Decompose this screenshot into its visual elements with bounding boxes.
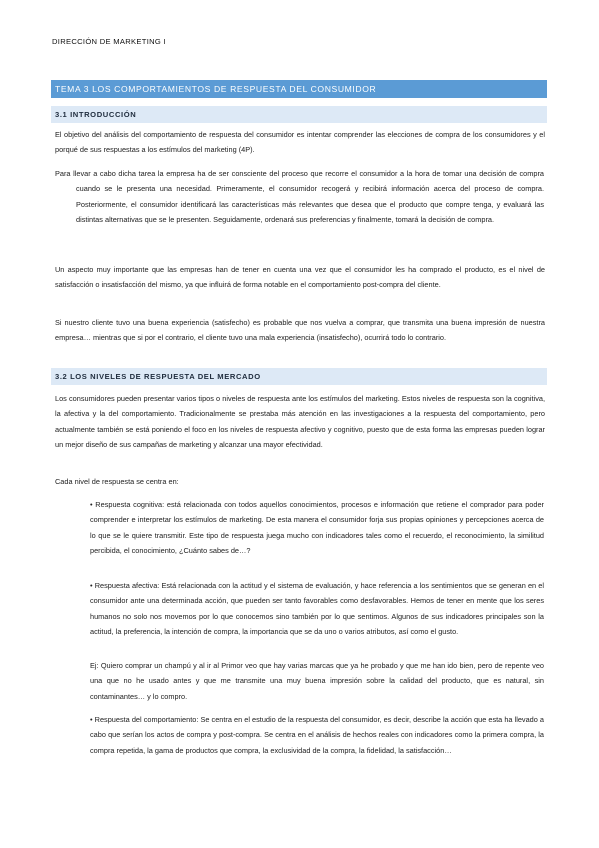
list-item-behavioral-response: • Respuesta del comportamiento: Se centra en el estudio de la respuesta del consumidor, es decir, describe la acción que esta ha llevado a cabo que serían los actos de compra y post-compra. Se centra en el análisis de hechos reales con indicadores como la primera compra, la compra repetida, la gama de productos que compra, la exclusividad de la compra, la fidelidad, la satisfacción… [90,715,544,755]
intro-paragraph-2: Para llevar a cabo dicha tarea la empresa ha de ser consciente del proceso que recorre el consumidor a la hora de tomar una decisión de compra cuando se le presenta una necesidad. Primeramente, el consumidor recogerá y recibirá información acerca del proceso de compra. Posteriormente, el consumidor identificará las características más relevantes que desea que el producto que compre tenga, y evaluará las distintas alternativas que se le presenten. Seguidamente, ordenará sus preferencias y finalmente, tomará la decisión de compra. [55,169,544,225]
intro-paragraph-4: Si nuestro cliente tuvo una buena experiencia (satisfecho) es probable que nos vuelva a comprar, que transmita una buena impresión de nuestra empresa… mientras que si por el contrario, el cliente tuvo una mala experiencia (insatisfecho), ocurrirá todo lo contrario. [55,318,545,343]
example-paragraph: Ej: Quiero comprar un champú y al ir al Primor veo que hay varias marcas que ya he probado y que me han ido bien, pero de repente veo una que no he usado antes y que me transmite una muy buena impresión sobre la calidad del producto, que es natural, sin contaminantes… y lo compro. [90,661,544,701]
section-heading-response-levels: 3.2 LOS NIVELES DE RESPUESTA DEL MERCADO [51,368,547,385]
course-header: DIRECCIÓN DE MARKETING I [52,37,166,46]
intro-paragraph-3: Un aspecto muy importante que las empresas han de tener en cuenta una vez que el consumidor les ha comprado el producto, es el nivel de satisfacción o insatisfacción del mismo, ya que influirá de forma notable en el comportamiento post-compra del cliente. [55,265,545,290]
response-levels-intro: Los consumidores pueden presentar varios tipos o niveles de respuesta ante los estímulos del marketing. Estos niveles de respuesta son la cognitiva, la afectiva y la del comportamiento. Tradicionalmente se prestaba más atención en las investigaciones a la respuesta del comportamiento, pero actualmente también se está poniendo el foco en los niveles de respuesta afectivo y cognitivo, puesto que de esta forma las empresas pueden lograr un mejor diseño de sus campañas de marketing y alcanzar una mayor efectividad. [55,394,545,450]
intro-paragraph-1: El objetivo del análisis del comportamiento de respuesta del consumidor es intentar comprender las elecciones de compra de los consumidores y el porqué de sus respuestas a los estímulos del marketing (4P). [55,130,545,155]
topic-title-banner: TEMA 3 LOS COMPORTAMIENTOS DE RESPUESTA DEL CONSUMIDOR [51,80,547,98]
response-levels-lead: Cada nivel de respuesta se centra en: [55,477,179,486]
section-heading-introduction: 3.1 INTRODUCCIÓN [51,106,547,123]
list-item-cognitive-response: • Respuesta cognitiva: está relacionada con todos aquellos conocimientos, procesos e información que retiene el comprador para poder comprender e interpretar los estímulos de marketing. De esta manera el consumidor forja sus propias opiniones y percepciones acerca de lo que se le quiere transmitir. Este tipo de respuesta juega mucho con indicadores tales como el recuerdo, el reconocimiento, la similitud percibida, el conocimiento, ¿Cuánto sabes de…? [90,500,544,556]
list-item-affective-response: • Respuesta afectiva: Está relacionada con la actitud y el sistema de evaluación, y hace referencia a los sentimientos que se generan en el consumidor ante una determinada acción, que pueden ser tanto favorables como desfavorables. Hemos de tener en mente que los seres humanos no solo nos movemos por lo que conocemos sino también por lo que sentimos. Algunos de sus indicadores principales son la actitud, la preferencia, la intención de compra, la importancia que se da uno o varios atributos, así como el gusto. [90,581,544,637]
